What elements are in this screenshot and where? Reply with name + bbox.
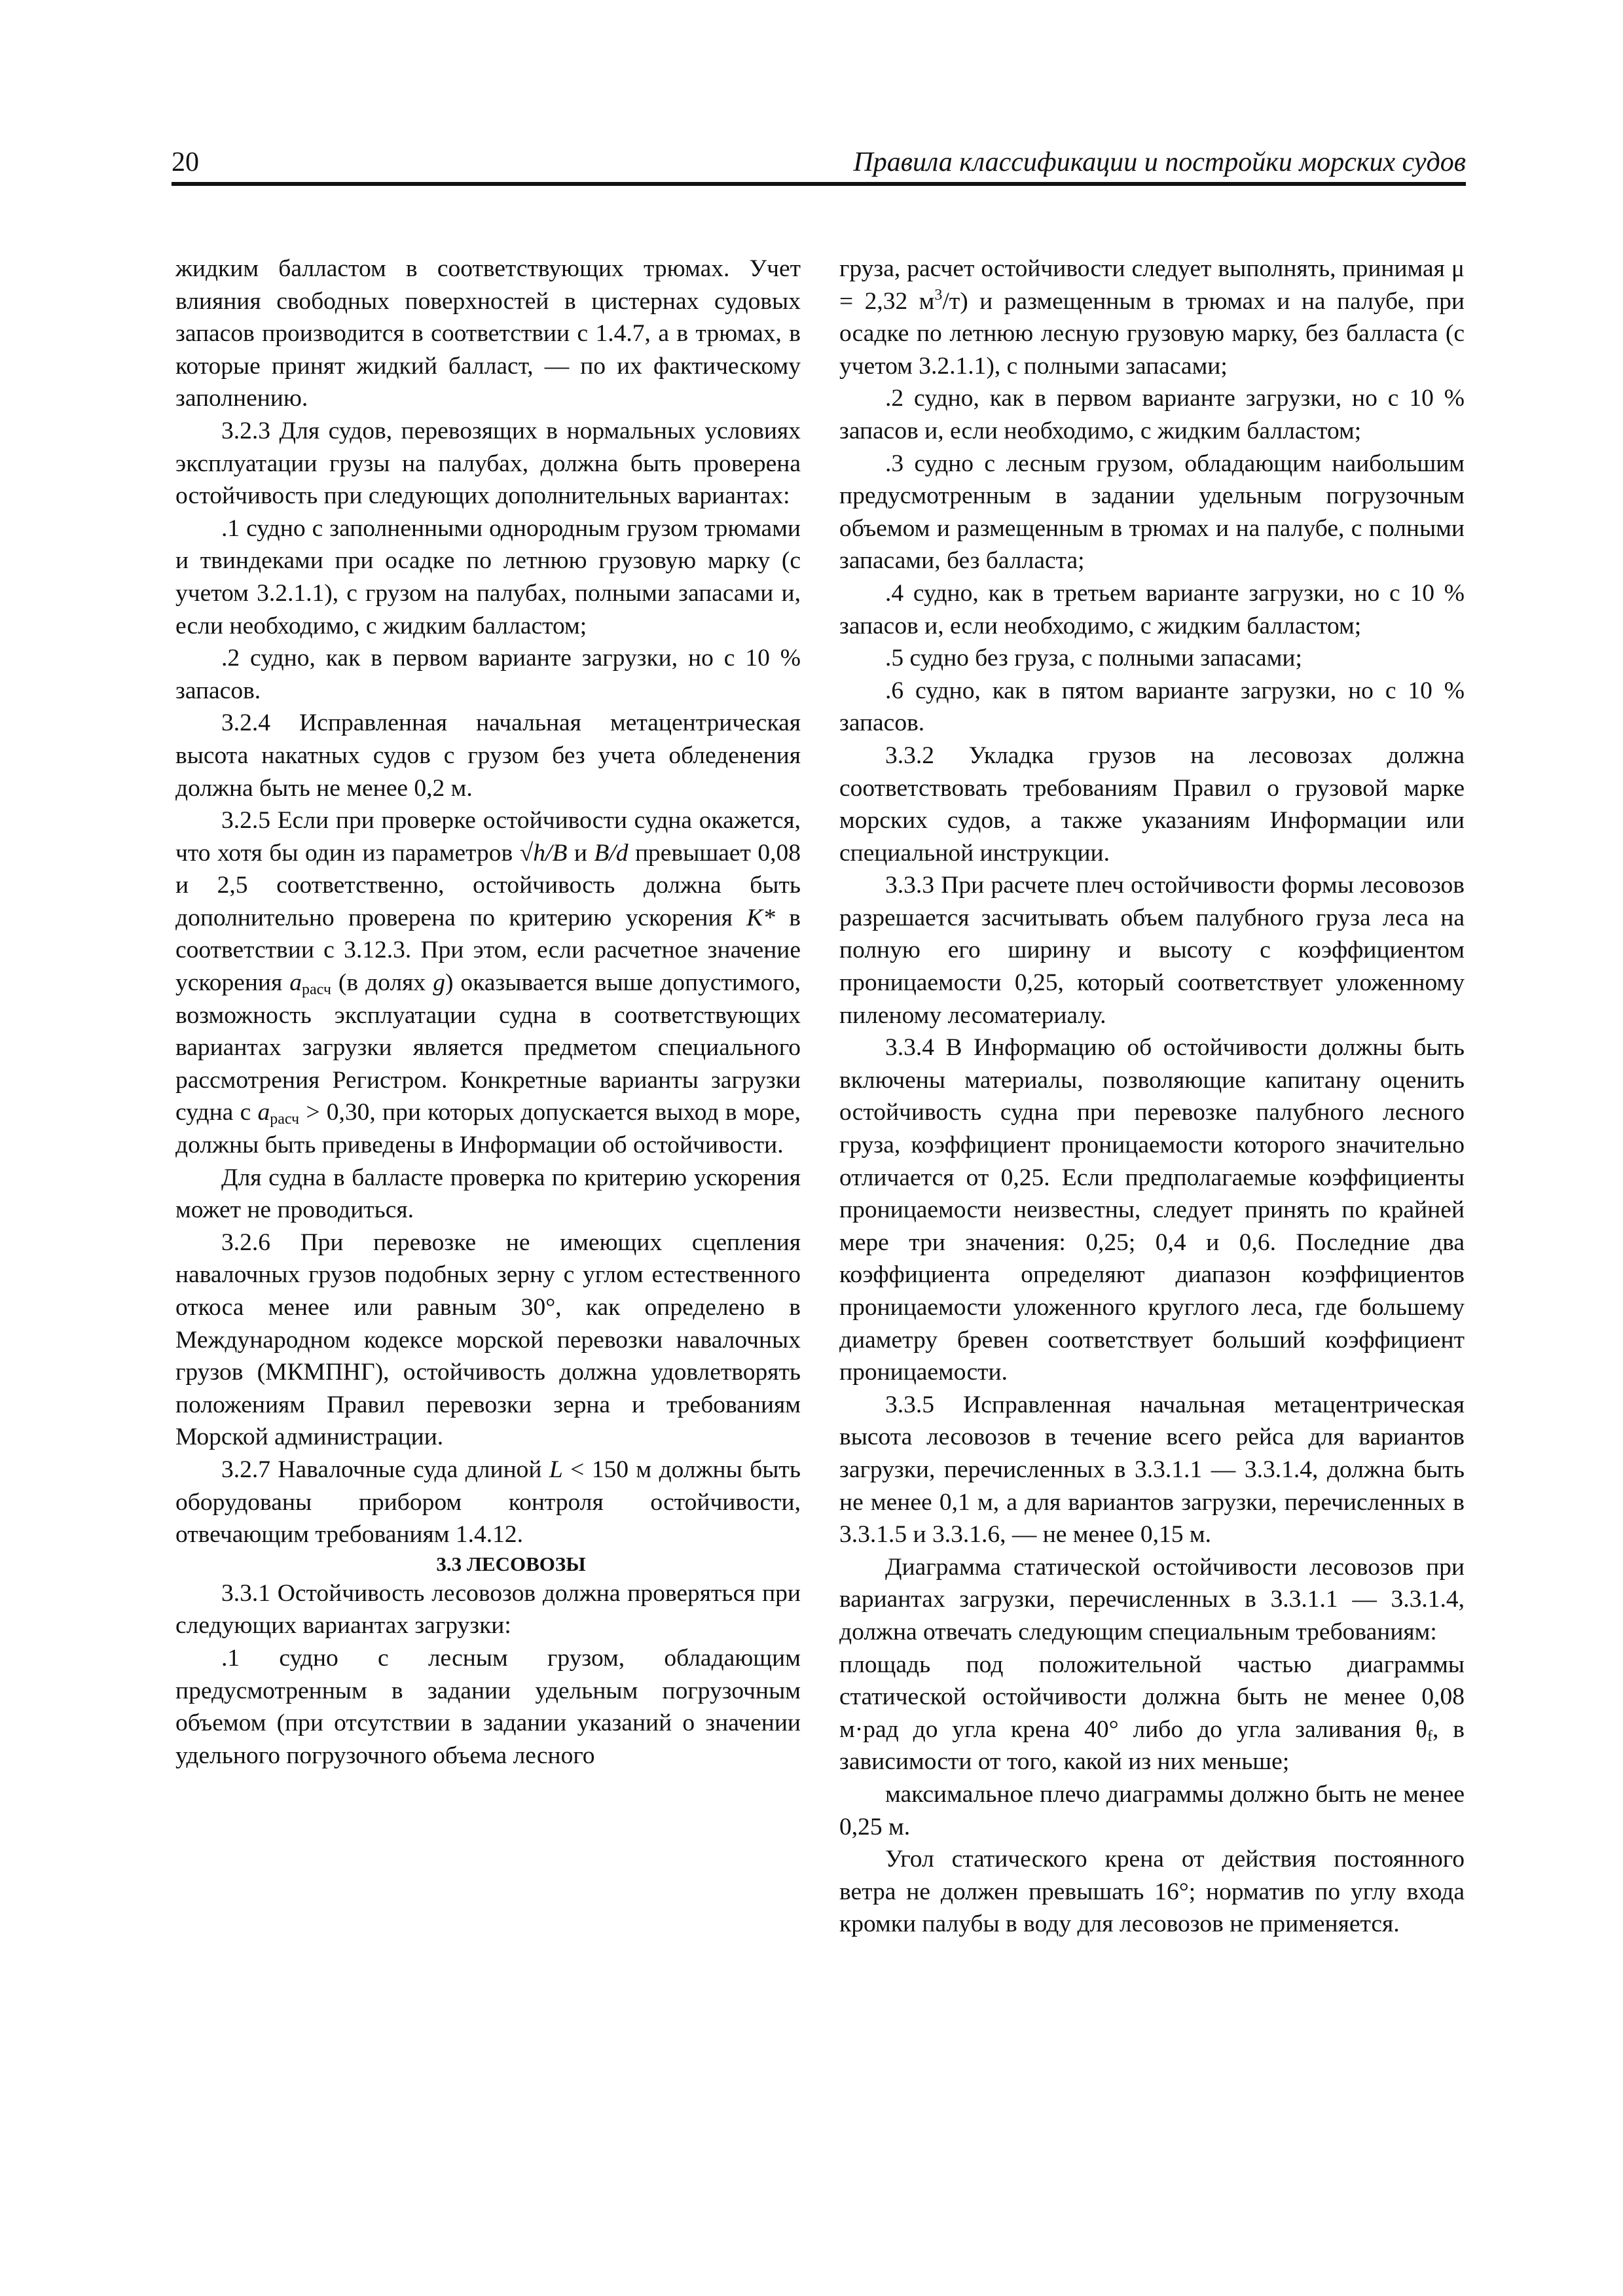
paragraph-3-3-4: 3.3.4 В Информацию об остойчивости должны быть включены материалы, позволяющие капитану оценить остойчивость судна при перевозке палубного лесного груза, коэффициент проницаемости которого значительно отличается от 0,25. Если предполагаемые коэффициенты проницаемости неизвестны, следует принять по крайней мере три значения: 0,25; 0,4 и 0,6. Последние два коэффициента определяют диапазон коэффициентов проницаемости уложенного круглого леса, где большему диаметру бревен соответствует больший коэффициент проницаемости. [839, 1034, 1465, 1386]
math-l: L [549, 1456, 563, 1483]
text-run: (в долях [331, 969, 433, 997]
paragraph-3-2-6: 3.2.6 При перевозке не имеющих сцепления навалочных грузов подобных зерну с углом естественного откоса менее или равным 30°, как определено в Международном кодексе морской перевозки навалочных грузов (МКМПНГ), остойчивость должна удовлетворять положениям Правил перевозки зерна и требованиям Морской администрации. [175, 1229, 801, 1451]
page-number: 20 [172, 147, 199, 177]
list-item: .5 судно без груза, с полными запасами; [885, 645, 1302, 672]
list-item: .6 судно, как в пятом варианте загрузки, но с 10 % запасов. [839, 677, 1465, 737]
paragraph: Угол статического крена от действия постоянного ветра не должен превышать 16°; норматив по углу входа кромки палубы в воду для лесовозов не применяется. [839, 1846, 1465, 1938]
math-subscript: f [1427, 1727, 1432, 1745]
paragraph: Диаграмма статической остойчивости лесовозов при вариантах загрузки, перечисленных в 3.3.1.1 — 3.3.1.4, должна отвечать следующим специальным требованиям: [839, 1553, 1465, 1645]
section-title: 3.3 ЛЕСОВОЗЫ [436, 1552, 586, 1575]
math-g: g [433, 969, 445, 997]
text-run: 3.2.7 Навалочные суда длиной [221, 1456, 549, 1483]
list-item: .2 судно, как в первом варианте загрузки, но с 10 % запасов. [175, 645, 801, 704]
running-title: Правила классификации и постройки морских судов [853, 147, 1466, 177]
math-a: a [257, 1099, 270, 1126]
list-item: .1 судно с заполненными однородным грузом трюмами и твиндеками при осадке по летнюю грузовую марку (с учетом 3.2.1.1), с грузом на палубах, полными запасами и, если необходимо, с жидким балластом; [175, 514, 801, 639]
text-run: груза, расчет остойчивости следует выполнять, принимая μ = 2,32 м [839, 255, 1465, 315]
paragraph-3-2-5 [175, 804, 801, 1162]
paragraph-3-3-5: 3.3.5 Исправленная начальная метацентрическая высота лесовозов в течение всего рейса для вариантов загрузки, перечисленных в 3.3.1.1 — 3.3.1.4, должна быть не менее 0,1 м, а для вариантов загрузки, перечисленных в 3.3.1.5 и 3.3.1.6, — не менее 0,15 м. [839, 1391, 1465, 1549]
paragraph: жидким балластом в соответствующих трюмах. Учет влияния свободных поверхностей в цистернах судовых запасов производится в соответствии с 1.4.7, а в трюмах, в которые принят жидкий балласт, — по их фактическому заполнению. [175, 255, 801, 412]
math-a: a [289, 969, 302, 997]
text-run: и [567, 839, 594, 867]
text-run: /т) и размещенным в трюмах и на палубе, при осадке по летнюю лесную грузовую марку, без балласта (с учетом 3.2.1.1), с полными запасами; [839, 287, 1465, 380]
text-run: < 150 м должны быть оборудованы прибором контроля остойчивости, отвечающим требованиям 1.4.12. [175, 1456, 801, 1549]
math-k-star: K* [746, 904, 775, 931]
text-run: > 0,30, при которых допускается выход в море, должны быть приведены в Информации об остойчивости. [175, 1099, 801, 1159]
list-item: .4 судно, как в третьем варианте загрузки, но с 10 % запасов и, если необходимо, с жидким балластом; [839, 579, 1465, 639]
paragraph-3-3-2: 3.3.2 Укладка грузов на лесовозах должна соответствовать требованиям Правил о грузовой марке морских судов, а также указаниям Информации или специальной инструкции. [839, 742, 1465, 867]
paragraph-3-2-7 [175, 1454, 801, 1551]
requirement-item [839, 1649, 1465, 1778]
paragraph [839, 253, 1465, 382]
requirement-item: максимальное плечо диаграммы должно быть не менее 0,25 м. [839, 1780, 1465, 1840]
math-sqrt-h-over-b: √h/B [519, 839, 568, 867]
paragraph-3-3-3: 3.3.3 При расчете плеч остойчивости формы лесовозов разрешается засчитывать объем палубного груза леса на полную его ширину и высоту с коэффициентом проницаемости 0,25, который соответствует уложенному пиленому лесоматериалу. [839, 872, 1465, 1029]
left-column [175, 253, 801, 1772]
list-item: .1 судно с лесным грузом, обладающим предусмотренным в задании удельным погрузочным объемом (при отсутствии в задании указаний о значении удельного погрузочного объема лесного [175, 1644, 801, 1769]
text-run: в соответствии с 3.12.3. При этом, если расчетное значение ускорения [175, 904, 801, 997]
paragraph: Для судна в балласте проверка по критерию ускорения может не проводиться. [175, 1164, 801, 1224]
text-run: , в зависимости от того, какой из них меньше; [839, 1715, 1465, 1776]
page-header [172, 143, 1466, 186]
math-subscript: расч [270, 1111, 300, 1128]
paragraph-3-3-1: 3.3.1 Остойчивость лесовозов должна проверяться при следующих вариантах загрузки: [175, 1579, 801, 1640]
text-run: ) оказывается выше допустимого, возможность эксплуатации судна в соответствующих вариантах загрузки является предметом специального рассмотрения Регистром. Конкретные варианты загрузки судна с [175, 969, 801, 1126]
text-run: 3.2.5 Если при проверке остойчивости судна окажется, что хотя бы один из параметров [175, 807, 801, 867]
text-run: превышает 0,08 и 2,5 соответственно, остойчивость должна быть дополнительно проверена по критерию ускорения [175, 839, 801, 931]
list-item: .2 судно, как в первом варианте загрузки, но с 10 % запасов и, если необходимо, с жидким балластом; [839, 385, 1465, 444]
math-b-over-d: B/d [594, 839, 629, 867]
text-run: площадь под положительной частью диаграммы статической остойчивости должна быть не менее 0,08 м·рад до угла крена 40° либо до угла заливания θ [839, 1651, 1465, 1743]
paragraph-3-2-3: 3.2.3 Для судов, перевозящих в нормальных условиях эксплуатации грузы на палубах, должна быть проверена остойчивость при следующих дополнительных вариантах: [175, 417, 801, 510]
math-superscript: 3 [934, 286, 943, 304]
math-subscript: расч [302, 981, 331, 999]
right-column [839, 253, 1465, 1941]
paragraph-3-2-4: 3.2.4 Исправленная начальная метацентрическая высота накатных судов с грузом без учета обледенения должна быть не менее 0,2 м. [175, 709, 801, 802]
list-item: .3 судно с лесным грузом, обладающим наибольшим предусмотренным в задании удельным погрузочным объемом и размещенным в трюмах и на палубе, с полными запасами, без балласта; [839, 450, 1465, 575]
